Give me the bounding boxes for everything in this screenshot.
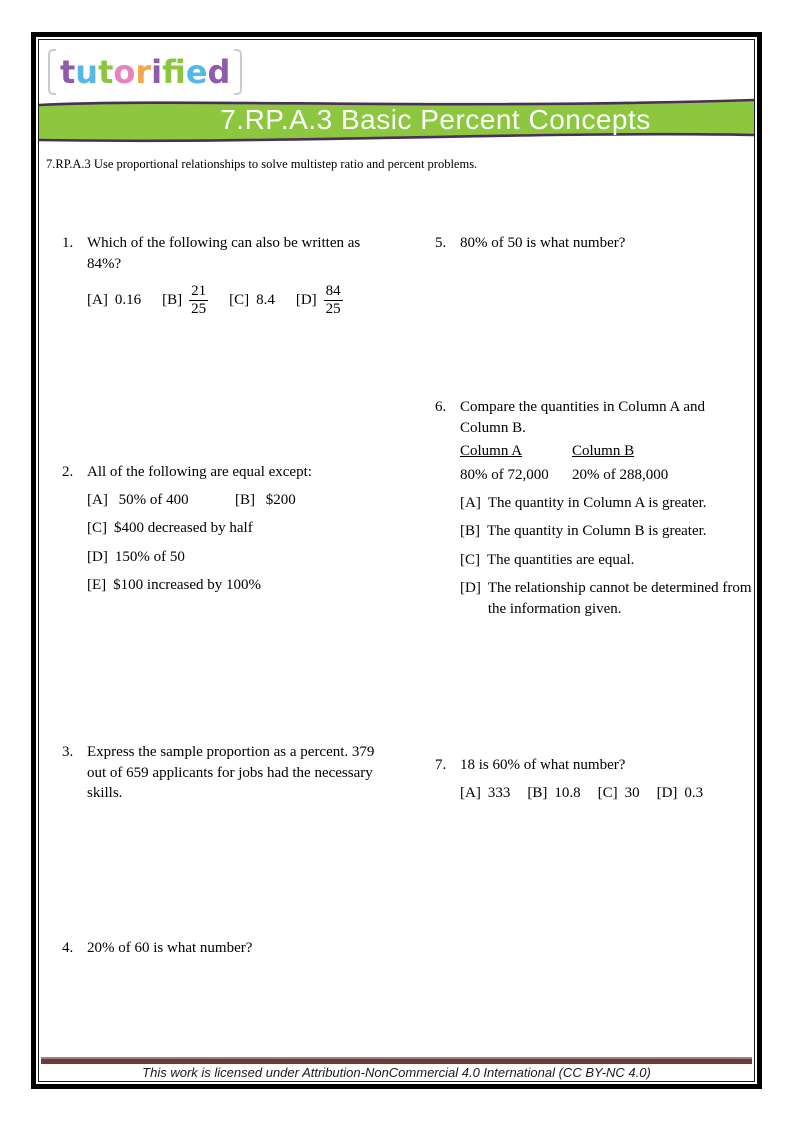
question-number: 5.	[435, 235, 447, 251]
standard-description: 7.RP.A.3 Use proportional relationships to solve multistep ratio and percent problems.	[46, 157, 478, 171]
option-row	[87, 490, 312, 511]
question-number: 6.	[435, 399, 447, 415]
worksheet-inner-border	[38, 39, 755, 1082]
question-body	[87, 462, 312, 595]
option-value: 0.3	[684, 784, 704, 801]
option-label: [B]	[460, 523, 480, 540]
worksheet-content	[39, 40, 754, 1081]
option	[460, 493, 754, 514]
option-label: [C]	[597, 784, 618, 801]
option	[460, 550, 754, 571]
question-text: Compare the quantities in Column A and Column B.	[460, 399, 705, 436]
option-value: The quantities are equal.	[487, 551, 635, 568]
question-1	[62, 233, 392, 318]
question-text: 20% of 60 is what number?	[87, 940, 253, 956]
column-values	[460, 465, 754, 486]
question-body	[87, 233, 392, 318]
question-1-options	[87, 283, 392, 318]
option-value: 10.8	[554, 784, 581, 801]
question-text: 80% of 50 is what number?	[460, 235, 626, 251]
option	[87, 518, 312, 539]
question-body	[460, 233, 625, 254]
option-label: [B]	[527, 784, 548, 801]
option	[460, 521, 754, 542]
question-6	[435, 397, 754, 619]
option	[87, 490, 235, 511]
option	[162, 283, 208, 318]
option-value: 50% of 400	[118, 492, 189, 509]
question-7	[435, 755, 703, 803]
logo-right-bracket	[234, 49, 242, 95]
question-number: 4.	[62, 940, 74, 956]
option-label: [E]	[87, 576, 107, 593]
option-value: $400 decreased by half	[114, 520, 253, 537]
logo-letter: t	[98, 53, 114, 91]
option-value: 30	[624, 784, 640, 801]
logo-text	[56, 50, 234, 94]
question-3	[62, 742, 389, 804]
question-text: Express the sample proportion as a percent. 379 out of 659 applicants for jobs had the necessary skills.	[87, 744, 375, 802]
option-label: [C]	[229, 292, 250, 309]
option	[460, 783, 510, 804]
option-label: [A]	[87, 292, 108, 309]
option-value: 8.4	[256, 292, 275, 309]
logo-letter: t	[60, 53, 76, 91]
option-label: [C]	[460, 551, 480, 568]
question-4	[62, 938, 252, 959]
fraction-denominator: 25	[325, 301, 341, 318]
option	[235, 490, 296, 511]
option-label: [D]	[460, 579, 481, 596]
question-text: 18 is 60% of what number?	[460, 757, 626, 773]
question-number: 1.	[62, 235, 74, 251]
fraction-denominator: 25	[191, 301, 207, 318]
option-label: [D]	[295, 292, 317, 309]
option	[229, 290, 275, 311]
question-body	[460, 755, 703, 803]
question-number: 3.	[62, 744, 74, 760]
column-b-value: 20% of 288,000	[572, 467, 669, 484]
question-number: 2.	[62, 464, 74, 480]
option-label: [A]	[87, 492, 108, 509]
option-label: [B]	[235, 492, 255, 509]
footer-divider-bar	[41, 1057, 752, 1064]
fraction-numerator: 84	[325, 283, 341, 300]
logo-letter: d	[207, 53, 231, 91]
column-a-header: Column A	[460, 443, 523, 460]
question-body	[87, 742, 389, 804]
option-label: [D]	[656, 784, 678, 801]
license-text: This work is licensed under Attribution-NonCommercial 4.0 International (CC BY-NC 4.0)	[142, 1065, 651, 1080]
fraction-numerator: 21	[191, 283, 207, 300]
option	[527, 783, 580, 804]
option	[657, 783, 704, 804]
option	[87, 547, 312, 568]
option-value: 150% of 50	[114, 548, 185, 565]
option-value: $200	[265, 492, 296, 509]
option-value: $100 increased by 100%	[113, 576, 262, 593]
option-label: [D]	[87, 548, 108, 565]
question-6-options	[460, 493, 754, 619]
option-label: [C]	[87, 520, 107, 537]
fraction	[189, 283, 208, 318]
question-7-options	[460, 783, 703, 804]
column-a-value: 80% of 72,000	[460, 467, 549, 484]
logo-letter: r	[135, 53, 152, 91]
column-headers	[460, 441, 754, 462]
logo-left-bracket	[48, 49, 56, 95]
option	[87, 290, 141, 311]
question-5	[435, 233, 625, 254]
question-body	[460, 397, 754, 619]
option	[460, 578, 754, 619]
logo-letter: f	[162, 53, 186, 91]
question-text: All of the following are equal except:	[87, 464, 312, 480]
worksheet-page	[31, 32, 762, 1089]
option-value: The quantity in Column A is greater.	[487, 495, 707, 512]
logo-letter: i	[151, 53, 163, 91]
option-value: 333	[487, 784, 511, 801]
option-label: [A]	[460, 495, 481, 512]
page-title: 7.RP.A.3 Basic Percent Concepts	[220, 104, 651, 135]
fraction	[324, 283, 343, 318]
tutorified-logo	[48, 49, 242, 95]
question-2	[62, 462, 312, 595]
option	[598, 783, 640, 804]
option-label: [B]	[162, 292, 183, 309]
logo-letter: o	[113, 53, 136, 91]
option-value: The quantity in Column B is greater.	[487, 523, 707, 540]
option	[296, 283, 343, 318]
question-text: Which of the following can also be written as 84%?	[87, 235, 361, 272]
option	[87, 575, 312, 596]
column-b-header: Column B	[572, 443, 635, 460]
option-label: [A]	[460, 784, 481, 801]
logo-letter: e	[185, 53, 208, 91]
logo-letter: u	[75, 53, 99, 91]
option-value: 0.16	[114, 292, 142, 309]
question-body	[87, 938, 252, 959]
question-number: 7.	[435, 757, 447, 773]
option-value: The relationship cannot be determined from the information given.	[487, 579, 752, 617]
